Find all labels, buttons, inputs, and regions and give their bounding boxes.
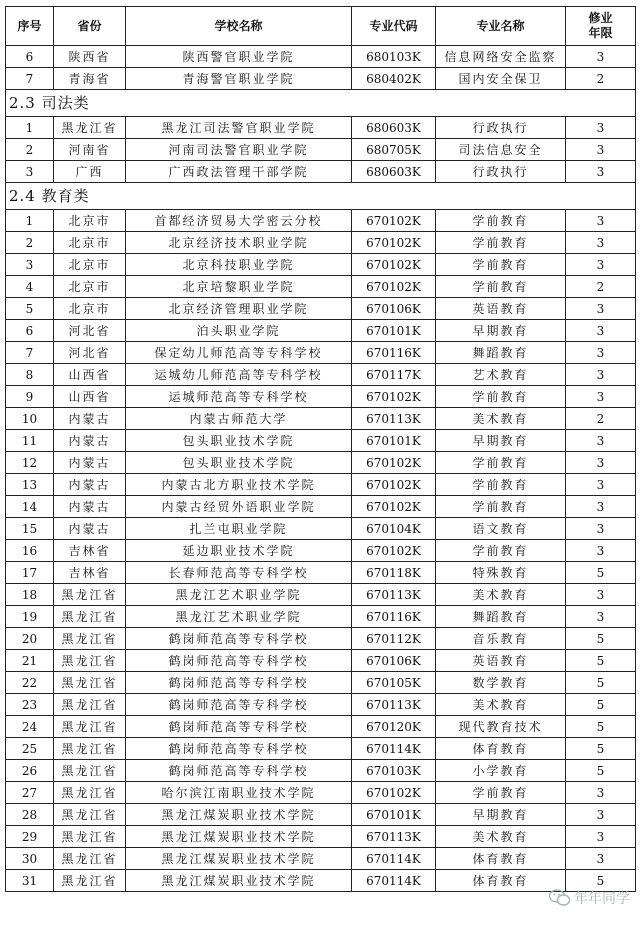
cell-school-name: 鹤岗师范高等专科学校: [126, 760, 352, 782]
table-row: [6, 716, 636, 738]
cell-index: 26: [6, 760, 54, 782]
cell-index: 12: [6, 452, 54, 474]
cell-school-name: 黑龙江煤炭职业技术学院: [126, 826, 352, 848]
cell-major-code: 670102K: [352, 540, 436, 562]
cell-study-years: 5: [566, 562, 636, 584]
table-row: [6, 782, 636, 804]
cell-study-years: 2: [566, 408, 636, 430]
cell-study-years: 3: [566, 848, 636, 870]
table-row: [6, 298, 636, 320]
cell-province: 黑龙江省: [54, 738, 126, 760]
table-row: [6, 738, 636, 760]
cell-index: 6: [6, 46, 54, 68]
watermark: [549, 888, 630, 908]
cell-major-name: 英语教育: [436, 298, 566, 320]
cell-index: 15: [6, 518, 54, 540]
cell-major-code: 680603K: [352, 117, 436, 139]
school-program-table: [5, 6, 636, 892]
cell-study-years: 3: [566, 46, 636, 68]
table-row: [6, 408, 636, 430]
cell-major-code: 670113K: [352, 408, 436, 430]
cell-province: 黑龙江省: [54, 694, 126, 716]
cell-major-name: 学前教育: [436, 210, 566, 232]
section-row: [6, 183, 636, 210]
cell-province: 内蒙古: [54, 452, 126, 474]
cell-major-code: 680402K: [352, 68, 436, 90]
table-row: [6, 540, 636, 562]
cell-school-name: 黑龙江艺术职业学院: [126, 584, 352, 606]
cell-study-years: 3: [566, 606, 636, 628]
cell-province: 黑龙江省: [54, 716, 126, 738]
table-row: [6, 804, 636, 826]
table-row: [6, 826, 636, 848]
cell-study-years: 2: [566, 276, 636, 298]
cell-index: 20: [6, 628, 54, 650]
cell-major-code: 670101K: [352, 804, 436, 826]
table-row: [6, 518, 636, 540]
cell-major-code: 670102K: [352, 496, 436, 518]
cell-index: 2: [6, 232, 54, 254]
cell-province: 黑龙江省: [54, 760, 126, 782]
cell-major-code: 670117K: [352, 364, 436, 386]
cell-study-years: 3: [566, 496, 636, 518]
cell-province: 吉林省: [54, 562, 126, 584]
cell-province: 内蒙古: [54, 408, 126, 430]
cell-study-years: 3: [566, 430, 636, 452]
cell-school-name: 保定幼儿师范高等专科学校: [126, 342, 352, 364]
cell-province: 黑龙江省: [54, 606, 126, 628]
cell-province: 黑龙江省: [54, 650, 126, 672]
cell-major-name: 司法信息安全: [436, 139, 566, 161]
cell-major-code: 670102K: [352, 474, 436, 496]
cell-major-name: 音乐教育: [436, 628, 566, 650]
cell-major-name: 学前教育: [436, 540, 566, 562]
cell-study-years: 3: [566, 117, 636, 139]
cell-province: 山西省: [54, 386, 126, 408]
cell-major-name: 体育教育: [436, 848, 566, 870]
cell-province: 黑龙江省: [54, 628, 126, 650]
cell-school-name: 运城师范高等专科学校: [126, 386, 352, 408]
cell-major-code: 670113K: [352, 584, 436, 606]
cell-major-code: 680705K: [352, 139, 436, 161]
cell-school-name: 延边职业技术学院: [126, 540, 352, 562]
cell-index: 3: [6, 254, 54, 276]
table-row: [6, 760, 636, 782]
cell-major-name: 舞蹈教育: [436, 606, 566, 628]
cell-major-name: 美术教育: [436, 694, 566, 716]
cell-province: 青海省: [54, 68, 126, 90]
cell-province: 北京市: [54, 210, 126, 232]
cell-province: 内蒙古: [54, 430, 126, 452]
cell-school-name: 河南司法警官职业学院: [126, 139, 352, 161]
cell-index: 1: [6, 117, 54, 139]
cell-study-years: 3: [566, 232, 636, 254]
cell-study-years: 3: [566, 804, 636, 826]
cell-school-name: 黑龙江艺术职业学院: [126, 606, 352, 628]
cell-study-years: 3: [566, 518, 636, 540]
cell-major-name: 数学教育: [436, 672, 566, 694]
cell-province: 黑龙江省: [54, 117, 126, 139]
cell-major-code: 670101K: [352, 320, 436, 342]
cell-school-name: 北京科技职业学院: [126, 254, 352, 276]
cell-province: 内蒙古: [54, 496, 126, 518]
section-title: 2.3 司法类: [6, 90, 636, 117]
cell-index: 11: [6, 430, 54, 452]
cell-major-name: 美术教育: [436, 408, 566, 430]
cell-major-code: 670101K: [352, 430, 436, 452]
cell-index: 30: [6, 848, 54, 870]
table-row: [6, 161, 636, 183]
cell-province: 北京市: [54, 276, 126, 298]
cell-major-name: 信息网络安全监察: [436, 46, 566, 68]
cell-school-name: 北京经济技术职业学院: [126, 232, 352, 254]
cell-major-code: 670116K: [352, 342, 436, 364]
cell-major-name: 英语教育: [436, 650, 566, 672]
cell-school-name: 鹤岗师范高等专科学校: [126, 738, 352, 760]
table-row: [6, 210, 636, 232]
cell-index: 23: [6, 694, 54, 716]
cell-province: 广西: [54, 161, 126, 183]
cell-index: 29: [6, 826, 54, 848]
cell-major-code: 670102K: [352, 210, 436, 232]
cell-school-name: 青海警官职业学院: [126, 68, 352, 90]
cell-school-name: 黑龙江煤炭职业技术学院: [126, 870, 352, 892]
cell-major-name: 美术教育: [436, 584, 566, 606]
cell-study-years: 3: [566, 210, 636, 232]
cell-major-code: 670102K: [352, 254, 436, 276]
cell-major-code: 670102K: [352, 782, 436, 804]
cell-province: 河北省: [54, 342, 126, 364]
cell-major-code: 680103K: [352, 46, 436, 68]
cell-index: 7: [6, 68, 54, 90]
cell-study-years: 2: [566, 68, 636, 90]
cell-major-name: 国内安全保卫: [436, 68, 566, 90]
cell-school-name: 黑龙江煤炭职业技术学院: [126, 804, 352, 826]
cell-school-name: 包头职业技术学院: [126, 430, 352, 452]
cell-major-code: 670118K: [352, 562, 436, 584]
cell-province: 内蒙古: [54, 474, 126, 496]
table-row: [6, 139, 636, 161]
header-major-name: 专业名称: [436, 7, 566, 46]
cell-study-years: 3: [566, 298, 636, 320]
cell-school-name: 陕西警官职业学院: [126, 46, 352, 68]
table-row: [6, 562, 636, 584]
cell-province: 北京市: [54, 232, 126, 254]
cell-school-name: 鹤岗师范高等专科学校: [126, 628, 352, 650]
cell-index: 27: [6, 782, 54, 804]
cell-major-code: 670102K: [352, 452, 436, 474]
cell-school-name: 内蒙古北方职业技术学院: [126, 474, 352, 496]
cell-province: 黑龙江省: [54, 584, 126, 606]
cell-school-name: 长春师范高等专科学校: [126, 562, 352, 584]
cell-major-name: 舞蹈教育: [436, 342, 566, 364]
cell-province: 河北省: [54, 320, 126, 342]
cell-school-name: 北京经济管理职业学院: [126, 298, 352, 320]
cell-study-years: 3: [566, 161, 636, 183]
cell-major-code: 670104K: [352, 518, 436, 540]
cell-major-name: 艺术教育: [436, 364, 566, 386]
cell-study-years: 5: [566, 760, 636, 782]
cell-school-name: 首都经济贸易大学密云分校: [126, 210, 352, 232]
table-row: [6, 68, 636, 90]
cell-major-code: 670120K: [352, 716, 436, 738]
section-title: 2.4 教育类: [6, 183, 636, 210]
table-row: [6, 430, 636, 452]
cell-major-code: 670102K: [352, 276, 436, 298]
table-row: [6, 474, 636, 496]
cell-major-code: 670103K: [352, 760, 436, 782]
cell-school-name: 泊头职业学院: [126, 320, 352, 342]
cell-index: 13: [6, 474, 54, 496]
cell-major-code: 670106K: [352, 298, 436, 320]
cell-study-years: 3: [566, 342, 636, 364]
table-row: [6, 870, 636, 892]
cell-study-years: 3: [566, 826, 636, 848]
cell-index: 14: [6, 496, 54, 518]
cell-province: 黑龙江省: [54, 804, 126, 826]
table-row: [6, 452, 636, 474]
cell-province: 黑龙江省: [54, 782, 126, 804]
cell-school-name: 鹤岗师范高等专科学校: [126, 672, 352, 694]
cell-major-name: 体育教育: [436, 870, 566, 892]
cell-study-years: 3: [566, 254, 636, 276]
header-major-code: 专业代码: [352, 7, 436, 46]
cell-major-code: 670112K: [352, 628, 436, 650]
cell-school-name: 鹤岗师范高等专科学校: [126, 694, 352, 716]
cell-major-name: 学前教育: [436, 386, 566, 408]
cell-index: 31: [6, 870, 54, 892]
cell-school-name: 包头职业技术学院: [126, 452, 352, 474]
table-row: [6, 584, 636, 606]
cell-major-code: 670106K: [352, 650, 436, 672]
cell-major-name: 学前教育: [436, 452, 566, 474]
cell-study-years: 5: [566, 628, 636, 650]
cell-study-years: 3: [566, 320, 636, 342]
cell-index: 9: [6, 386, 54, 408]
cell-index: 2: [6, 139, 54, 161]
cell-index: 4: [6, 276, 54, 298]
table-row: [6, 628, 636, 650]
cell-school-name: 扎兰屯职业学院: [126, 518, 352, 540]
table-row: [6, 254, 636, 276]
cell-study-years: 3: [566, 386, 636, 408]
table-body: [6, 46, 636, 892]
cell-index: 7: [6, 342, 54, 364]
cell-study-years: 5: [566, 672, 636, 694]
cell-index: 28: [6, 804, 54, 826]
table-row: [6, 46, 636, 68]
cell-study-years: 5: [566, 716, 636, 738]
cell-major-name: 美术教育: [436, 826, 566, 848]
cell-study-years: 3: [566, 139, 636, 161]
cell-major-name: 特殊教育: [436, 562, 566, 584]
cell-major-name: 体育教育: [436, 738, 566, 760]
cell-major-code: 670114K: [352, 870, 436, 892]
cell-school-name: 鹤岗师范高等专科学校: [126, 716, 352, 738]
cell-index: 24: [6, 716, 54, 738]
cell-school-name: 黑龙江煤炭职业技术学院: [126, 848, 352, 870]
cell-major-name: 行政执行: [436, 117, 566, 139]
cell-school-name: 广西政法管理干部学院: [126, 161, 352, 183]
table-row: [6, 672, 636, 694]
cell-school-name: 内蒙古师范大学: [126, 408, 352, 430]
cell-province: 黑龙江省: [54, 848, 126, 870]
cell-major-name: 学前教育: [436, 232, 566, 254]
cell-index: 19: [6, 606, 54, 628]
cell-index: 6: [6, 320, 54, 342]
cell-index: 8: [6, 364, 54, 386]
cell-index: 22: [6, 672, 54, 694]
cell-major-code: 670105K: [352, 672, 436, 694]
cell-major-code: 680603K: [352, 161, 436, 183]
cell-school-name: 鹤岗师范高等专科学校: [126, 650, 352, 672]
cell-school-name: 运城幼儿师范高等专科学校: [126, 364, 352, 386]
table-row: [6, 276, 636, 298]
cell-province: 陕西省: [54, 46, 126, 68]
cell-major-name: 现代教育技术: [436, 716, 566, 738]
cell-province: 北京市: [54, 254, 126, 276]
table-row: [6, 496, 636, 518]
cell-school-name: 内蒙古经贸外语职业学院: [126, 496, 352, 518]
table-row: [6, 342, 636, 364]
cell-school-name: 黑龙江司法警官职业学院: [126, 117, 352, 139]
table-row: [6, 694, 636, 716]
cell-major-code: 670114K: [352, 738, 436, 760]
cell-major-code: 670102K: [352, 386, 436, 408]
table-row: [6, 320, 636, 342]
cell-major-name: 学前教育: [436, 496, 566, 518]
cell-study-years: 3: [566, 540, 636, 562]
cell-province: 黑龙江省: [54, 870, 126, 892]
cell-major-name: 学前教育: [436, 474, 566, 496]
cell-study-years: 3: [566, 452, 636, 474]
cell-major-name: 学前教育: [436, 254, 566, 276]
cell-study-years: 3: [566, 364, 636, 386]
table-row: [6, 848, 636, 870]
cell-province: 山西省: [54, 364, 126, 386]
cell-province: 吉林省: [54, 540, 126, 562]
table-row: [6, 364, 636, 386]
cell-index: 21: [6, 650, 54, 672]
cell-index: 25: [6, 738, 54, 760]
cell-study-years: 5: [566, 738, 636, 760]
header-school-name: 学校名称: [126, 7, 352, 46]
cell-major-code: 670113K: [352, 826, 436, 848]
cell-index: 10: [6, 408, 54, 430]
cell-index: 17: [6, 562, 54, 584]
table-row: [6, 650, 636, 672]
cell-major-name: 小学教育: [436, 760, 566, 782]
cell-major-code: 670102K: [352, 232, 436, 254]
header-study-years: 修业 年限: [566, 7, 636, 46]
table-row: [6, 606, 636, 628]
cell-index: 18: [6, 584, 54, 606]
cell-province: 黑龙江省: [54, 672, 126, 694]
cell-study-years: 3: [566, 474, 636, 496]
cell-school-name: 哈尔滨江南职业技术学院: [126, 782, 352, 804]
cell-index: 3: [6, 161, 54, 183]
cell-index: 5: [6, 298, 54, 320]
cell-study-years: 5: [566, 870, 636, 892]
cell-study-years: 3: [566, 584, 636, 606]
header-province: 省份: [54, 7, 126, 46]
wechat-icon: [549, 889, 571, 907]
cell-province: 黑龙江省: [54, 826, 126, 848]
table-row: [6, 117, 636, 139]
cell-school-name: 北京培黎职业学院: [126, 276, 352, 298]
section-row: [6, 90, 636, 117]
cell-province: 北京市: [54, 298, 126, 320]
cell-major-code: 670113K: [352, 694, 436, 716]
table-row: [6, 232, 636, 254]
cell-major-name: 行政执行: [436, 161, 566, 183]
cell-major-name: 学前教育: [436, 276, 566, 298]
cell-major-name: 早期教育: [436, 430, 566, 452]
cell-major-name: 早期教育: [436, 320, 566, 342]
table-header-row: [6, 7, 636, 46]
header-index: 序号: [6, 7, 54, 46]
cell-province: 河南省: [54, 139, 126, 161]
cell-major-code: 670116K: [352, 606, 436, 628]
cell-index: 1: [6, 210, 54, 232]
cell-province: 内蒙古: [54, 518, 126, 540]
cell-study-years: 3: [566, 782, 636, 804]
cell-major-code: 670114K: [352, 848, 436, 870]
cell-major-name: 早期教育: [436, 804, 566, 826]
watermark-text: 年年同学: [574, 891, 630, 907]
cell-index: 16: [6, 540, 54, 562]
cell-major-name: 学前教育: [436, 782, 566, 804]
cell-study-years: 5: [566, 650, 636, 672]
cell-study-years: 5: [566, 694, 636, 716]
cell-major-name: 语文教育: [436, 518, 566, 540]
table-row: [6, 386, 636, 408]
